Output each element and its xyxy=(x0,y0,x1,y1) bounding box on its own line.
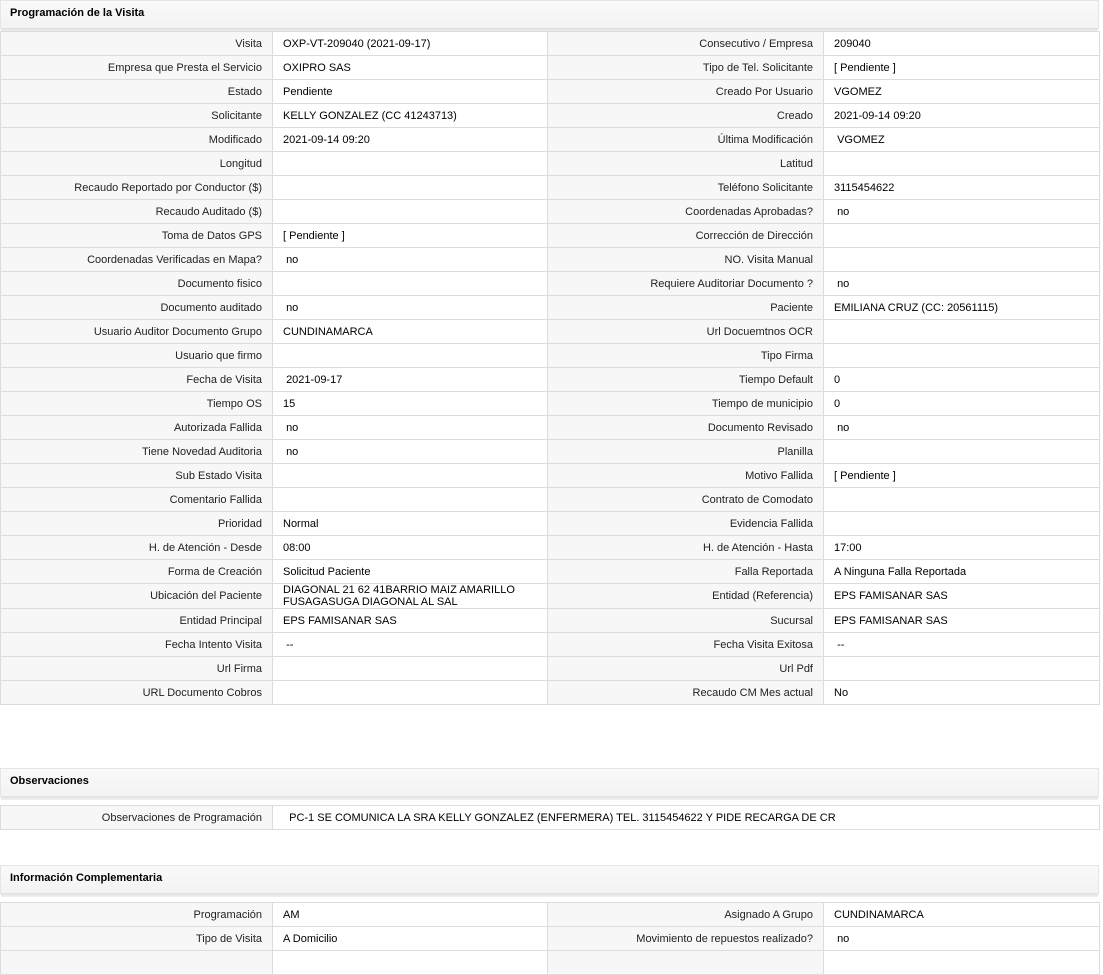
table-row xyxy=(1,104,1100,128)
field-value: 2021-09-14 09:20 xyxy=(824,104,1100,128)
field-label: Fecha Visita Exitosa xyxy=(548,633,824,657)
table-row xyxy=(1,806,1100,830)
field-value: EPS FAMISANAR SAS xyxy=(824,584,1100,609)
field-label: Teléfono Solicitante xyxy=(548,176,824,200)
field-value xyxy=(824,657,1100,681)
field-value: CUNDINAMARCA xyxy=(273,320,548,344)
field-value xyxy=(273,176,548,200)
field-value: VGOMEZ xyxy=(824,128,1100,152)
field-label: Forma de Creación xyxy=(1,560,273,584)
field-value: No xyxy=(824,681,1100,705)
table-row xyxy=(1,633,1100,657)
field-label: NO. Visita Manual xyxy=(548,248,824,272)
field-value: VGOMEZ xyxy=(824,80,1100,104)
table-row xyxy=(1,657,1100,681)
section-header-programacion xyxy=(0,0,1099,29)
field-value xyxy=(273,951,548,975)
field-label: Creado Por Usuario xyxy=(548,80,824,104)
field-value: 3115454622 xyxy=(824,176,1100,200)
field-label: Requiere Auditoriar Documento ? xyxy=(548,272,824,296)
field-value xyxy=(273,152,548,176)
field-label: Programación xyxy=(1,903,273,927)
field-label: Planilla xyxy=(548,440,824,464)
field-label: Prioridad xyxy=(1,512,273,536)
field-value: 2021-09-14 09:20 xyxy=(273,128,548,152)
field-value: A Domicilio xyxy=(273,927,548,951)
table-row xyxy=(1,344,1100,368)
field-label xyxy=(548,951,824,975)
section-title: Observaciones xyxy=(10,775,89,787)
field-label: Tiempo Default xyxy=(548,368,824,392)
field-value: [ Pendiente ] xyxy=(824,464,1100,488)
table-row xyxy=(1,224,1100,248)
field-value xyxy=(273,272,548,296)
field-value: [ Pendiente ] xyxy=(824,56,1100,80)
table-row xyxy=(1,584,1100,609)
field-value: 15 xyxy=(273,392,548,416)
table-row xyxy=(1,392,1100,416)
field-value: no xyxy=(824,272,1100,296)
table-row xyxy=(1,128,1100,152)
table-row xyxy=(1,464,1100,488)
field-value xyxy=(273,464,548,488)
field-label: Autorizada Fallida xyxy=(1,416,273,440)
table-row xyxy=(1,903,1100,927)
field-label: Sucursal xyxy=(548,609,824,633)
table-row xyxy=(1,488,1100,512)
table-row xyxy=(1,80,1100,104)
field-value: OXP-VT-209040 (2021-09-17) xyxy=(273,32,548,56)
field-value xyxy=(824,320,1100,344)
table-row xyxy=(1,176,1100,200)
field-label: Tiempo de municipio xyxy=(548,392,824,416)
field-label: Tipo de Visita xyxy=(1,927,273,951)
table-row xyxy=(1,272,1100,296)
field-label: Falla Reportada xyxy=(548,560,824,584)
field-value xyxy=(824,152,1100,176)
field-value: KELLY GONZALEZ (CC 41243713) xyxy=(273,104,548,128)
table-row xyxy=(1,560,1100,584)
field-label: H. de Atención - Desde xyxy=(1,536,273,560)
field-label: Sub Estado Visita xyxy=(1,464,273,488)
field-label: Empresa que Presta el Servicio xyxy=(1,56,273,80)
field-label: Url Docuemtnos OCR xyxy=(548,320,824,344)
field-label: Asignado A Grupo xyxy=(548,903,824,927)
field-label: Ubicación del Paciente xyxy=(1,584,273,609)
field-label: Motivo Fallida xyxy=(548,464,824,488)
field-label: Url Firma xyxy=(1,657,273,681)
field-value: CUNDINAMARCA xyxy=(824,903,1100,927)
field-value: DIAGONAL 21 62 41BARRIO MAIZ AMARILLO FUSAGASUGA DIAGONAL AL SAL xyxy=(273,584,548,609)
field-value: no xyxy=(273,416,548,440)
field-value: AM xyxy=(273,903,548,927)
field-value: EPS FAMISANAR SAS xyxy=(824,609,1100,633)
field-value xyxy=(273,200,548,224)
table-row xyxy=(1,927,1100,951)
field-value: 17:00 xyxy=(824,536,1100,560)
field-value xyxy=(273,344,548,368)
field-value: A Ninguna Falla Reportada xyxy=(824,560,1100,584)
field-label: Coordenadas Aprobadas? xyxy=(548,200,824,224)
section-title: Información Complementaria xyxy=(10,872,163,884)
complementaria-table xyxy=(0,902,1100,975)
table-row xyxy=(1,320,1100,344)
field-value xyxy=(273,681,548,705)
field-label: Creado xyxy=(548,104,824,128)
field-label: Observaciones de Programación xyxy=(1,806,273,830)
field-value: PC-1 SE COMUNICA LA SRA KELLY GONZALEZ (ENFERMERA) TEL. 3115454622 Y PIDE RECARGA DE CR xyxy=(273,806,1100,830)
field-value: Normal xyxy=(273,512,548,536)
field-value: Pendiente xyxy=(273,80,548,104)
field-value xyxy=(824,488,1100,512)
programacion-table xyxy=(0,31,1100,705)
field-label: H. de Atención - Hasta xyxy=(548,536,824,560)
field-label: Paciente xyxy=(548,296,824,320)
table-row xyxy=(1,368,1100,392)
table-row xyxy=(1,152,1100,176)
field-value: 08:00 xyxy=(273,536,548,560)
table-row xyxy=(1,440,1100,464)
field-label: Tiene Novedad Auditoria xyxy=(1,440,273,464)
field-label: Evidencia Fallida xyxy=(548,512,824,536)
table-row xyxy=(1,248,1100,272)
field-label xyxy=(1,951,273,975)
field-value: no xyxy=(824,927,1100,951)
table-row xyxy=(1,56,1100,80)
field-value: -- xyxy=(824,633,1100,657)
field-value: 0 xyxy=(824,368,1100,392)
field-label: Entidad Principal xyxy=(1,609,273,633)
field-label: Fecha Intento Visita xyxy=(1,633,273,657)
field-label: Corrección de Dirección xyxy=(548,224,824,248)
field-value: 0 xyxy=(824,392,1100,416)
field-label: Tiempo OS xyxy=(1,392,273,416)
table-row xyxy=(1,951,1100,975)
field-value xyxy=(824,512,1100,536)
field-label: Solicitante xyxy=(1,104,273,128)
field-value: [ Pendiente ] xyxy=(273,224,548,248)
field-label: Recaudo Auditado ($) xyxy=(1,200,273,224)
table-row xyxy=(1,609,1100,633)
field-value: OXIPRO SAS xyxy=(273,56,548,80)
field-value xyxy=(824,440,1100,464)
field-value: Solicitud Paciente xyxy=(273,560,548,584)
field-label: Movimiento de repuestos realizado? xyxy=(548,927,824,951)
field-value: EMILIANA CRUZ (CC: 20561115) xyxy=(824,296,1100,320)
field-value: -- xyxy=(273,633,548,657)
field-label: Url Pdf xyxy=(548,657,824,681)
table-row xyxy=(1,200,1100,224)
field-value: EPS FAMISANAR SAS xyxy=(273,609,548,633)
field-value xyxy=(273,488,548,512)
field-label: Recaudo CM Mes actual xyxy=(548,681,824,705)
field-value xyxy=(273,657,548,681)
field-label: Visita xyxy=(1,32,273,56)
field-value: no xyxy=(273,296,548,320)
field-label: Documento fisico xyxy=(1,272,273,296)
field-label: Usuario Auditor Documento Grupo xyxy=(1,320,273,344)
section-title: Programación de la Visita xyxy=(10,7,145,19)
field-label: Consecutivo / Empresa xyxy=(548,32,824,56)
field-label: Entidad (Referencia) xyxy=(548,584,824,609)
field-value xyxy=(824,344,1100,368)
table-row xyxy=(1,512,1100,536)
field-value: no xyxy=(824,200,1100,224)
field-label: Modificado xyxy=(1,128,273,152)
table-row xyxy=(1,536,1100,560)
field-label: Última Modificación xyxy=(548,128,824,152)
field-label: Contrato de Comodato xyxy=(548,488,824,512)
table-row xyxy=(1,32,1100,56)
field-label: Tipo de Tel. Solicitante xyxy=(548,56,824,80)
field-value: no xyxy=(273,248,548,272)
field-value: 209040 xyxy=(824,32,1100,56)
field-label: Usuario que firmo xyxy=(1,344,273,368)
table-row xyxy=(1,681,1100,705)
table-row xyxy=(1,416,1100,440)
field-label: Fecha de Visita xyxy=(1,368,273,392)
section-header-complementaria xyxy=(0,865,1099,894)
field-label: Longitud xyxy=(1,152,273,176)
field-label: Estado xyxy=(1,80,273,104)
section-header-observaciones xyxy=(0,768,1099,797)
field-value: 2021-09-17 xyxy=(273,368,548,392)
field-label: Recaudo Reportado por Conductor ($) xyxy=(1,176,273,200)
field-value xyxy=(824,951,1100,975)
field-label: Documento auditado xyxy=(1,296,273,320)
field-value: no xyxy=(824,416,1100,440)
observaciones-table xyxy=(0,805,1100,830)
field-label: Documento Revisado xyxy=(548,416,824,440)
field-value xyxy=(824,248,1100,272)
field-label: URL Documento Cobros xyxy=(1,681,273,705)
field-value: no xyxy=(273,440,548,464)
field-label: Coordenadas Verificadas en Mapa? xyxy=(1,248,273,272)
table-row xyxy=(1,296,1100,320)
field-label: Toma de Datos GPS xyxy=(1,224,273,248)
field-value xyxy=(824,224,1100,248)
field-label: Latitud xyxy=(548,152,824,176)
field-label: Tipo Firma xyxy=(548,344,824,368)
field-label: Comentario Fallida xyxy=(1,488,273,512)
